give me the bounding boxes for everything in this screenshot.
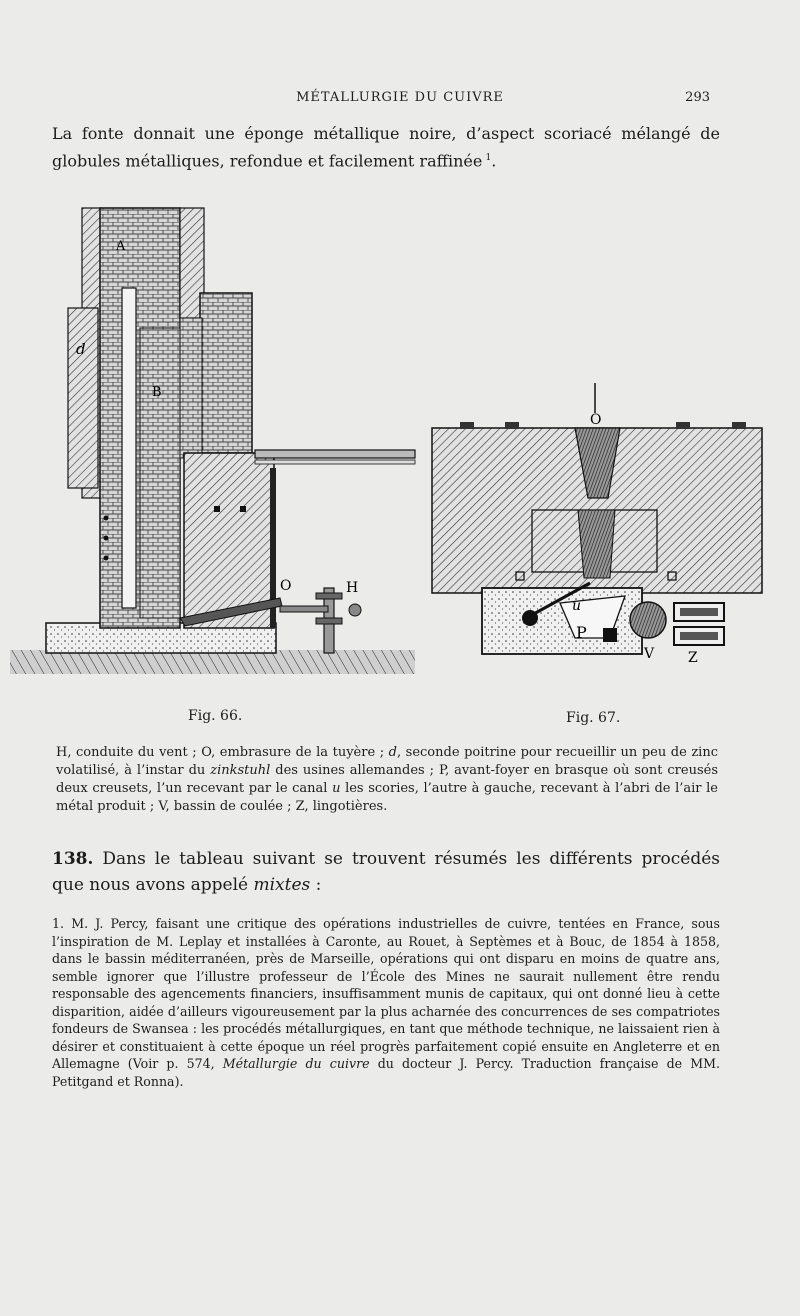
engraving-illustration — [0, 198, 800, 738]
fig66-label: Fig. 66. — [188, 708, 243, 724]
running-title: MÉTALLURGIE DU CUIVRE — [296, 90, 504, 105]
legend-text-4: les scories, l’autre à gauche, recevant à l’abri de l’air le métal produit ; V, bassin de coulée ; Z, lingotières. — [56, 781, 718, 814]
section-end: : — [310, 875, 322, 895]
intro-text: La fonte donnait une éponge métallique noire, d’aspect scoriacé mélangé de globules métalliques, refondue et facilement raffinée — [52, 124, 720, 171]
legend-d: d — [388, 745, 397, 760]
fig66-letter-H: H — [346, 580, 359, 596]
fig67-letter-P: P — [576, 623, 587, 642]
fig67-letter-Z: Z — [688, 650, 698, 666]
fig66-letter-B: B — [152, 385, 162, 400]
legend-text-1: H, conduite du vent ; O, embrasure de la tuyère ; — [56, 745, 389, 760]
fig67-drawing — [432, 383, 762, 666]
footnote-text-2: du docteur J. Percy. Traduction française de MM. Petitgand et Ronna). — [52, 1056, 721, 1089]
footnote-reference: 1 — [485, 153, 492, 163]
legend-zinkstuhl: zinkstuhl — [210, 763, 271, 778]
section-138-paragraph — [52, 846, 720, 898]
page-header — [0, 90, 800, 112]
footnote-book-title: Métallurgie du cuivre — [222, 1056, 370, 1071]
figures-block — [0, 198, 800, 738]
slag-crucible — [522, 610, 538, 626]
wind-pipe — [255, 450, 415, 458]
figure-legend — [56, 744, 718, 816]
legend-text-3: des usines allemandes ; P, avant-foyer en brasque où sont creusés deux creusets, l’un recevant par le canal — [56, 763, 718, 796]
legend-u: u — [332, 781, 341, 796]
fig66-drawing — [10, 208, 415, 674]
fig67-letter-V: V — [644, 646, 655, 662]
section-text: Dans le tableau suivant se trouvent résumés les différents procédés que nous avons appelé — [52, 849, 720, 895]
fig67-letter-O: O — [590, 412, 602, 428]
legend-text-2: , seconde poitrine pour recueillir un peu de zinc volatilisé, à l’instar du — [56, 745, 718, 778]
page-number: 293 — [685, 90, 710, 105]
pouring-basin-V — [630, 602, 666, 638]
footnote-text-1: M. J. Percy, faisant une critique des opérations industrielles de cuivre, tentées en France, sous l’inspiration de M. Leplay et installées à Caronte, au Rouet, à Septèmes et à Bouc, de 1854 à 1858, dans le bassin méditerranéen, près de Marseille, opérations qui ont disparu en moins de quatre ans, semble ignorer que l’illustre professeur de l’École des Mines ne saurait nullement être rendu responsable des agencements financiers, insuffisamment munis de capitaux, qui ont donné lieu à cette disparition, aidée d’ailleurs vigoureusement par la plus acharnée des concurrences de ses compatriotes fondeurs de Swansea : les procédés métallurgiques, en tant que méthode technique, ne laissaient rien à désirer et constituaient à cette époque un réel progrès parfaitement copié ensuite en Angleterre et en Allemagne (Voir p. 574, — [52, 916, 720, 1071]
fig66-letter-O: O — [280, 578, 292, 594]
section-emphasis: mixtes — [253, 875, 311, 895]
footnote-1 — [52, 915, 720, 1090]
fig67-label: Fig. 67. — [566, 710, 621, 726]
intro-end: . — [491, 151, 497, 171]
fig67-letter-u: u — [572, 598, 582, 614]
fig66-letter-d: d — [76, 340, 86, 358]
intro-paragraph — [52, 122, 720, 173]
fig66-letter-A: A — [116, 239, 126, 254]
footnote-marker: 1. — [52, 916, 65, 931]
section-number: 138. — [52, 849, 94, 869]
